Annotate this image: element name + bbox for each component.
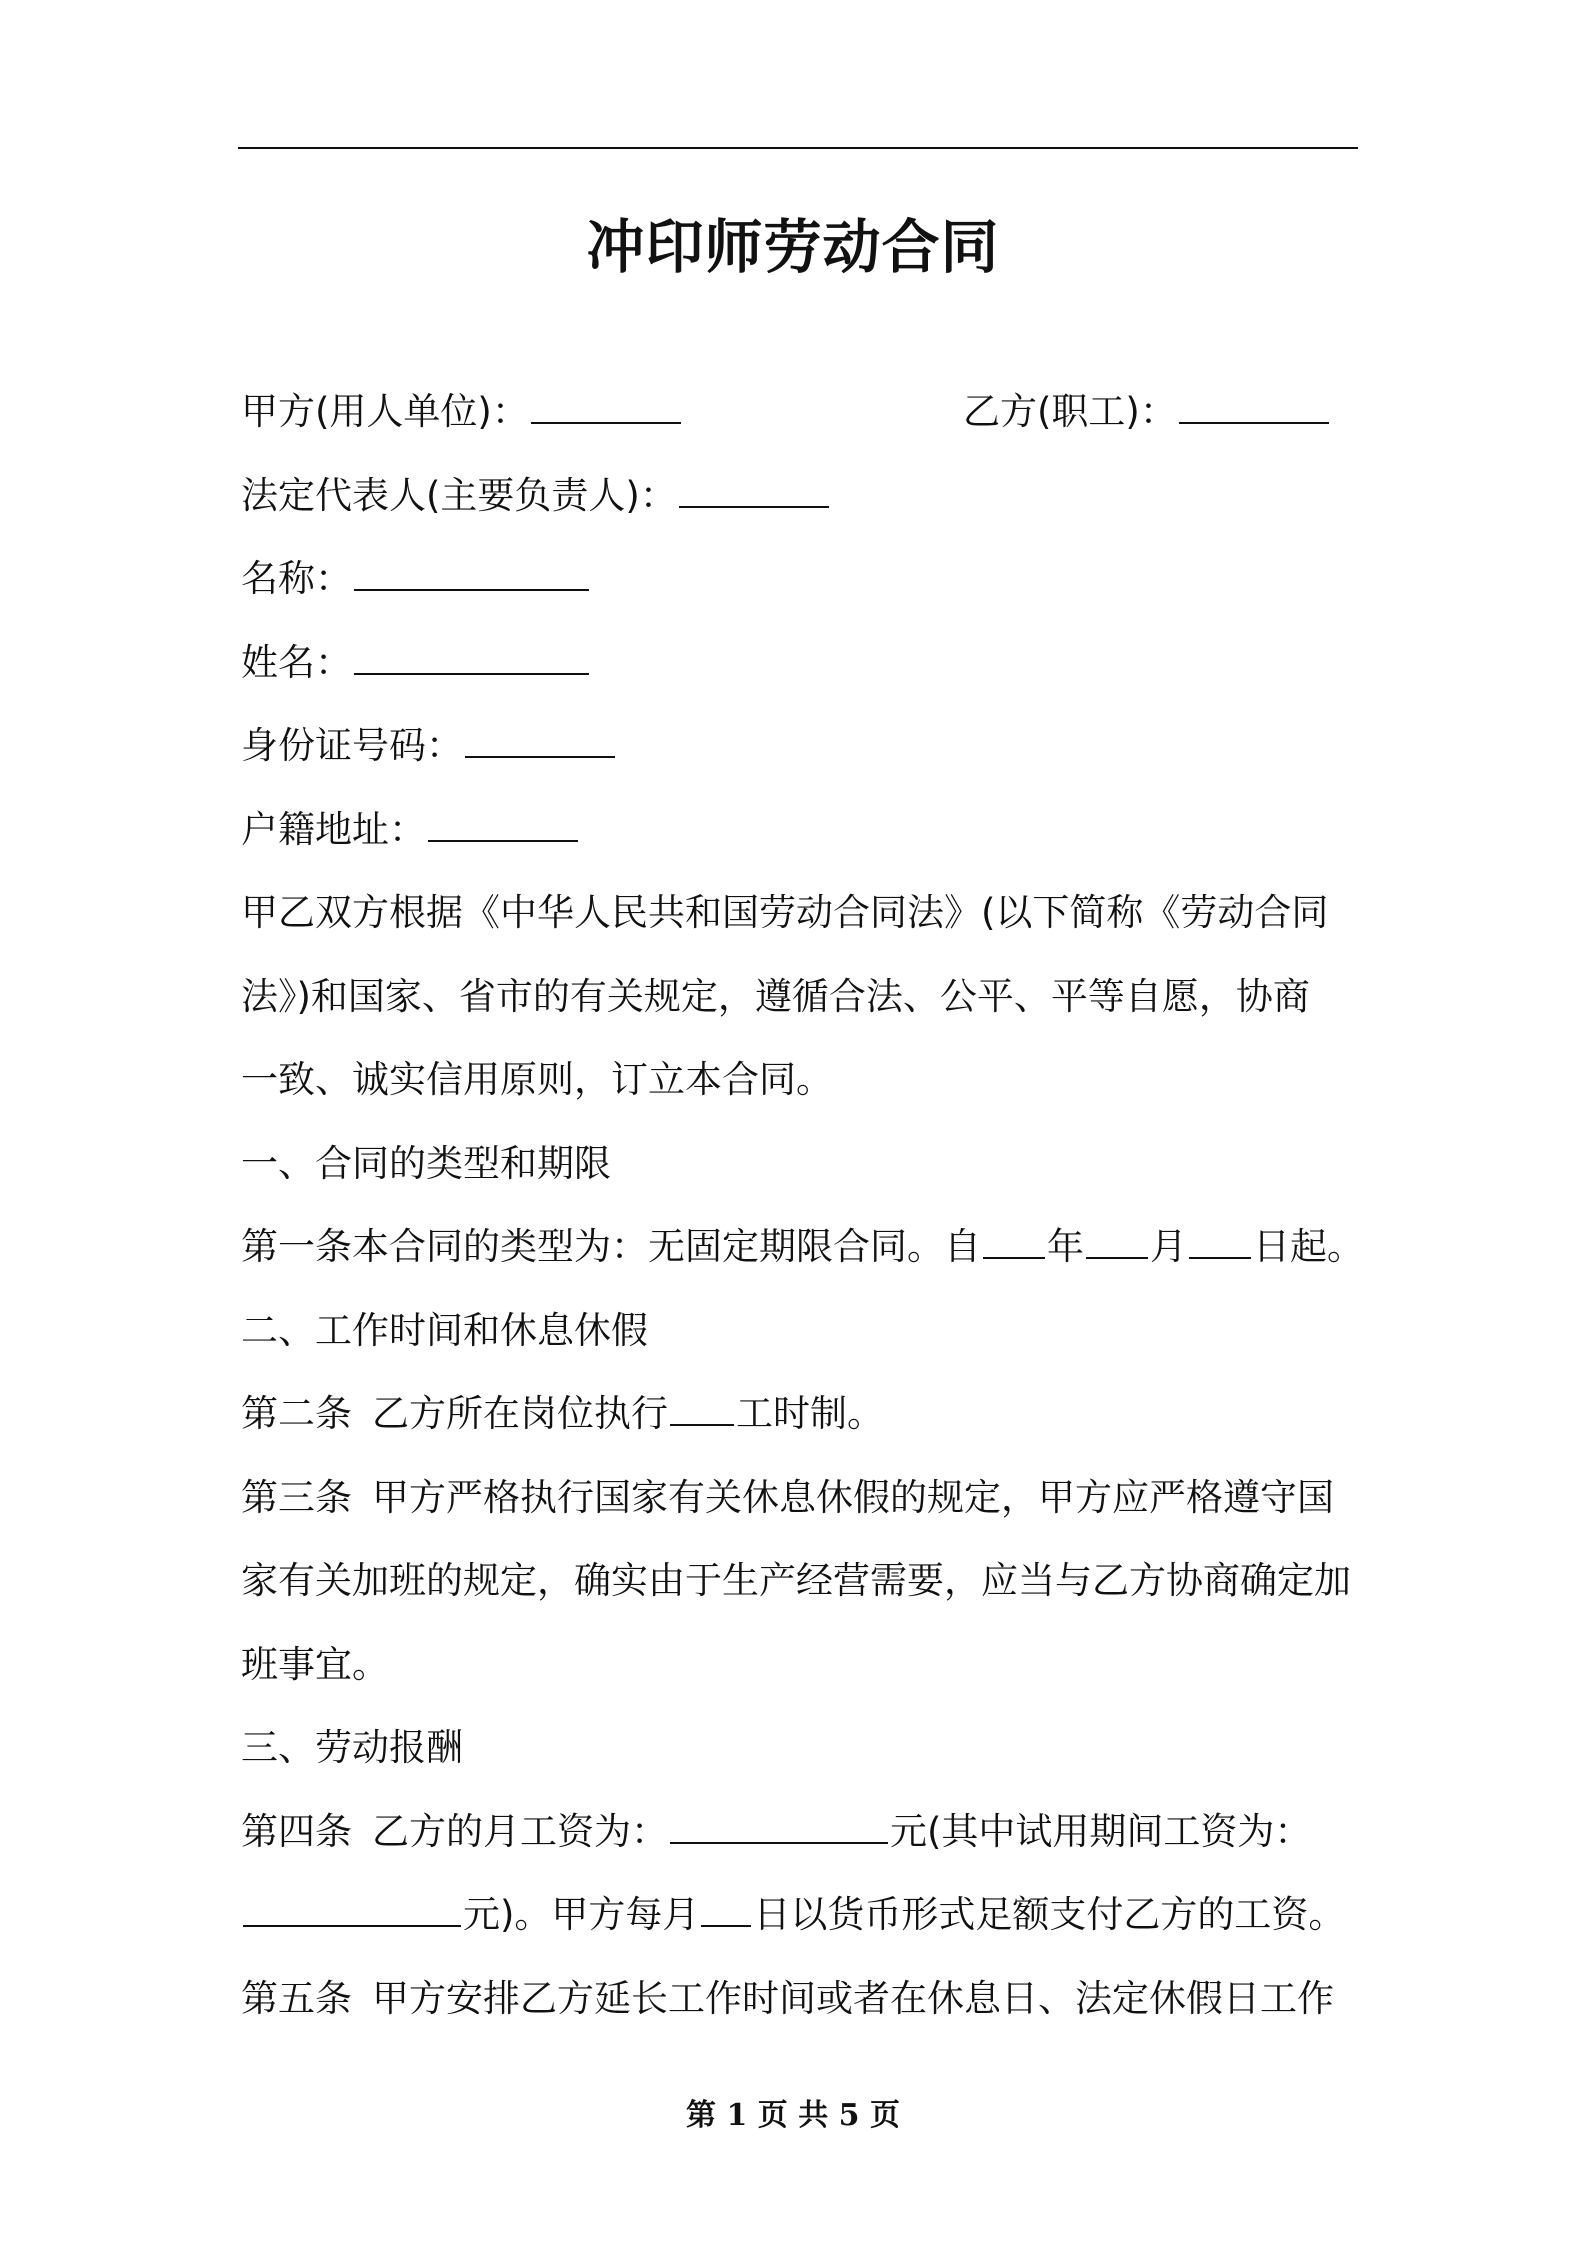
person-name-label: 姓名： <box>241 640 352 684</box>
person-name-blank[interactable] <box>354 647 589 675</box>
work-hours-blank[interactable] <box>670 1398 734 1426</box>
name-blank[interactable] <box>354 563 589 591</box>
section-heading-3: 三、劳动报酬 <box>241 1726 463 1769</box>
year-label: 年 <box>1047 1225 1084 1268</box>
name-label: 名称： <box>241 557 352 600</box>
contract-body <box>241 370 1366 2040</box>
article-2-number: 第二条 <box>241 1392 352 1435</box>
probation-wage-blank[interactable] <box>243 1899 461 1927</box>
article-3 <box>241 1456 1366 1540</box>
intro-line-1: 甲乙双方根据《中华人民共和国劳动合同法》(以下简称《劳动合同 <box>241 891 1329 934</box>
party-a-label: 甲方(用人单位)： <box>241 390 529 433</box>
year-blank[interactable] <box>983 1231 1045 1259</box>
section-heading-2: 二、工作时间和休息休假 <box>241 1308 648 1352</box>
article-2-text: 乙方所在岗位执行 <box>372 1392 668 1435</box>
day-blank[interactable] <box>1189 1231 1251 1259</box>
legal-rep-blank[interactable] <box>679 480 829 508</box>
section-heading-1: 一、合同的类型和期限 <box>241 1141 611 1185</box>
article-5-text: 甲方安排乙方延长工作时间或者在休息日、法定休假日工作 <box>372 1976 1334 2020</box>
month-label: 月 <box>1150 1225 1187 1268</box>
article-4-probation: 元(其中试用期间工资为： <box>890 1809 1312 1853</box>
article-4-pay-end: 日以货币形式足额支付乙方的工资。 <box>753 1893 1346 1936</box>
article-3-line-3: 班事宜。 <box>241 1642 389 1686</box>
pay-day-blank[interactable] <box>701 1899 751 1927</box>
article-5-number: 第五条 <box>241 1976 352 2020</box>
monthly-wage-blank[interactable] <box>670 1816 888 1844</box>
party-b-blank[interactable] <box>1179 396 1329 424</box>
party-b-label: 乙方(职工)： <box>963 390 1177 433</box>
page-indicator: 第 1 页 共 5 页 <box>686 2098 900 2133</box>
header-rule <box>238 147 1358 149</box>
article-4-number: 第四条 <box>241 1809 352 1853</box>
name-line <box>241 537 1366 621</box>
article-3-text: 甲方严格执行国家有关休息休假的规定，甲方应严格遵守国 <box>372 1475 1334 1519</box>
article-4-text: 乙方的月工资为： <box>372 1809 668 1853</box>
person-name-line <box>241 621 1366 705</box>
party-a-blank[interactable] <box>531 396 681 424</box>
article-5 <box>241 1957 1366 2041</box>
id-label: 身份证号码： <box>241 724 463 767</box>
party-line <box>241 370 1366 454</box>
day-label: 日起。 <box>1253 1225 1364 1268</box>
legal-rep-line <box>241 454 1366 538</box>
address-line <box>241 788 1366 872</box>
article-3-number: 第三条 <box>241 1475 352 1519</box>
article-1-text: 第一条本合同的类型为：无固定期限合同。自 <box>241 1225 981 1268</box>
id-line <box>241 704 1366 788</box>
article-2-end: 工时制。 <box>736 1392 884 1435</box>
intro-line-2: 法》)和国家、省市的有关规定，遵循合法、公平、平等自愿，协商 <box>241 974 1310 1018</box>
article-4-pay-text: 元)。甲方每月 <box>463 1893 700 1936</box>
intro-line-3: 一致、诚实信用原则，订立本合同。 <box>241 1058 833 1101</box>
article-3-line-2: 家有关加班的规定，确实由于生产经营需要，应当与乙方协商确定加 <box>241 1559 1351 1602</box>
document-title: 冲印师劳动合同 <box>586 213 1000 281</box>
address-label: 户籍地址： <box>241 807 426 851</box>
address-blank[interactable] <box>428 814 578 842</box>
month-blank[interactable] <box>1086 1231 1148 1259</box>
party-b-group <box>963 370 1331 454</box>
article-4 <box>241 1790 1366 1874</box>
article-2 <box>241 1372 1366 1456</box>
article-4-line-2 <box>241 1873 1366 1957</box>
article-1 <box>241 1205 1366 1289</box>
id-blank[interactable] <box>465 730 615 758</box>
legal-rep-label: 法定代表人(主要负责人)： <box>241 473 677 517</box>
